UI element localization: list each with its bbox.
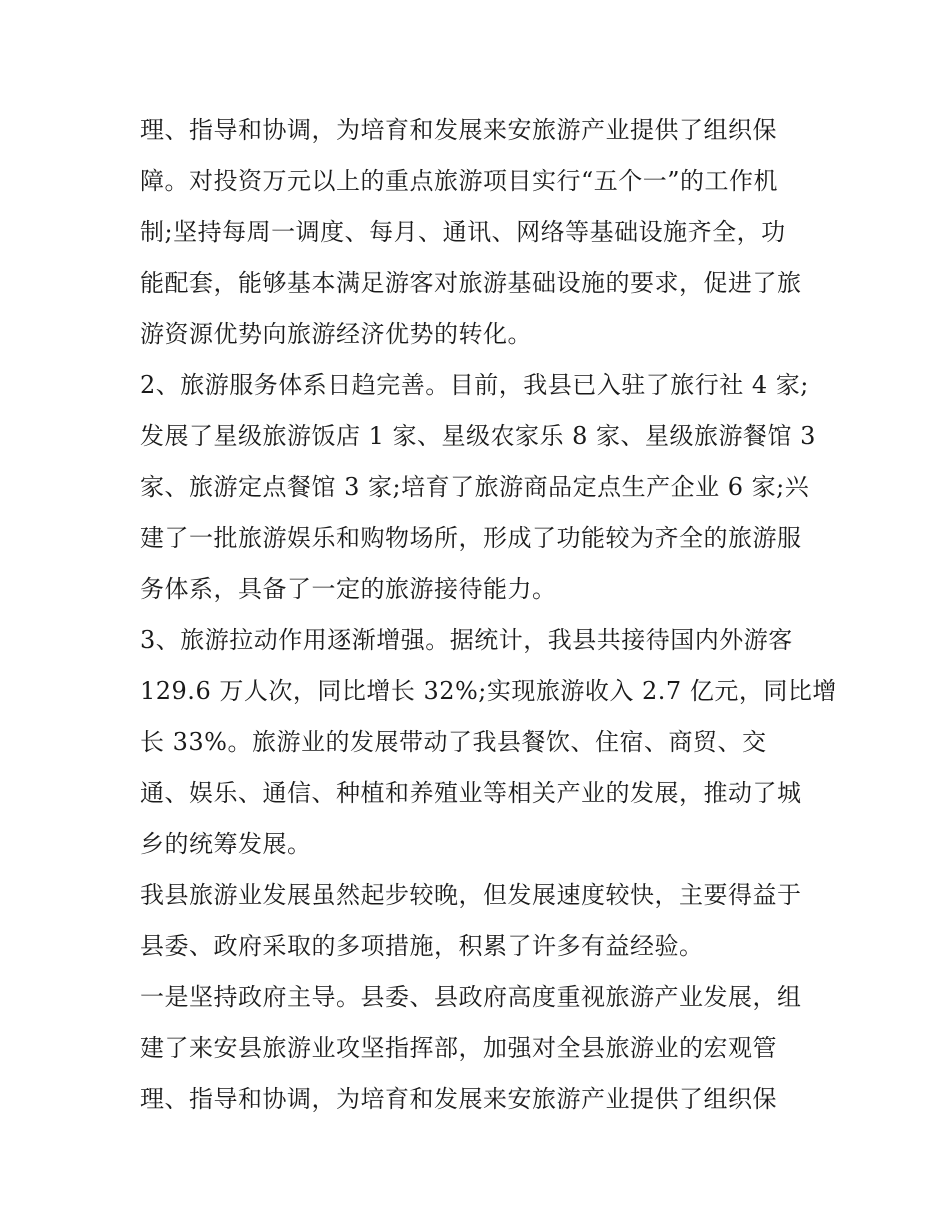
text-line: 家、旅游定点餐馆 3 家;培育了旅游商品定点生产企业 6 家;兴 (140, 473, 810, 501)
text-line: 2、旅游服务体系日趋完善。目前，我县已入驻了旅行社 4 家; (140, 371, 809, 399)
text-line: 129.6 万人次，同比增长 32%;实现旅游收入 2.7 亿元，同比增 (140, 677, 837, 705)
text-line: 通、娱乐、通信、种植和养殖业等相关产业的发展，推动了城 (140, 779, 802, 807)
text-line: 务体系，具备了一定的旅游接待能力。 (140, 575, 557, 603)
text-line: 我县旅游业发展虽然起步较晚，但发展速度较快，主要得益于 (140, 881, 802, 909)
text-line: 3、旅游拉动作用逐渐增强。据统计，我县共接待国内外游客 (140, 626, 793, 654)
text-line: 建了一批旅游娱乐和购物场所，形成了功能较为齐全的旅游服 (140, 524, 802, 552)
text-line: 长 33%。旅游业的发展带动了我县餐饮、住宿、商贸、交 (140, 728, 767, 756)
text-line: 理、指导和协调，为培育和发展来安旅游产业提供了组织保 (140, 116, 777, 144)
text-line: 制;坚持每周一调度、每月、通讯、网络等基础设施齐全，功 (140, 218, 786, 246)
text-line: 障。对投资万元以上的重点旅游项目实行“五个一”的工作机 (140, 167, 779, 195)
text-line: 能配套，能够基本满足游客对旅游基础设施的要求，促进了旅 (140, 269, 802, 297)
text-line: 一是坚持政府主导。县委、县政府高度重视旅游产业发展，组 (140, 983, 802, 1011)
document-body (140, 105, 837, 1125)
text-line: 发展了星级旅游饭店 1 家、星级农家乐 8 家、星级旅游餐馆 3 (140, 422, 816, 450)
text-line: 县委、政府采取的多项措施，积累了许多有益经验。 (140, 932, 704, 960)
text-line: 乡的统筹发展。 (140, 830, 312, 858)
text-line: 理、指导和协调，为培育和发展来安旅游产业提供了组织保 (140, 1085, 777, 1113)
text-line: 游资源优势向旅游经济优势的转化。 (140, 320, 532, 348)
text-line: 建了来安县旅游业攻坚指挥部，加强对全县旅游业的宏观管 (140, 1034, 777, 1062)
